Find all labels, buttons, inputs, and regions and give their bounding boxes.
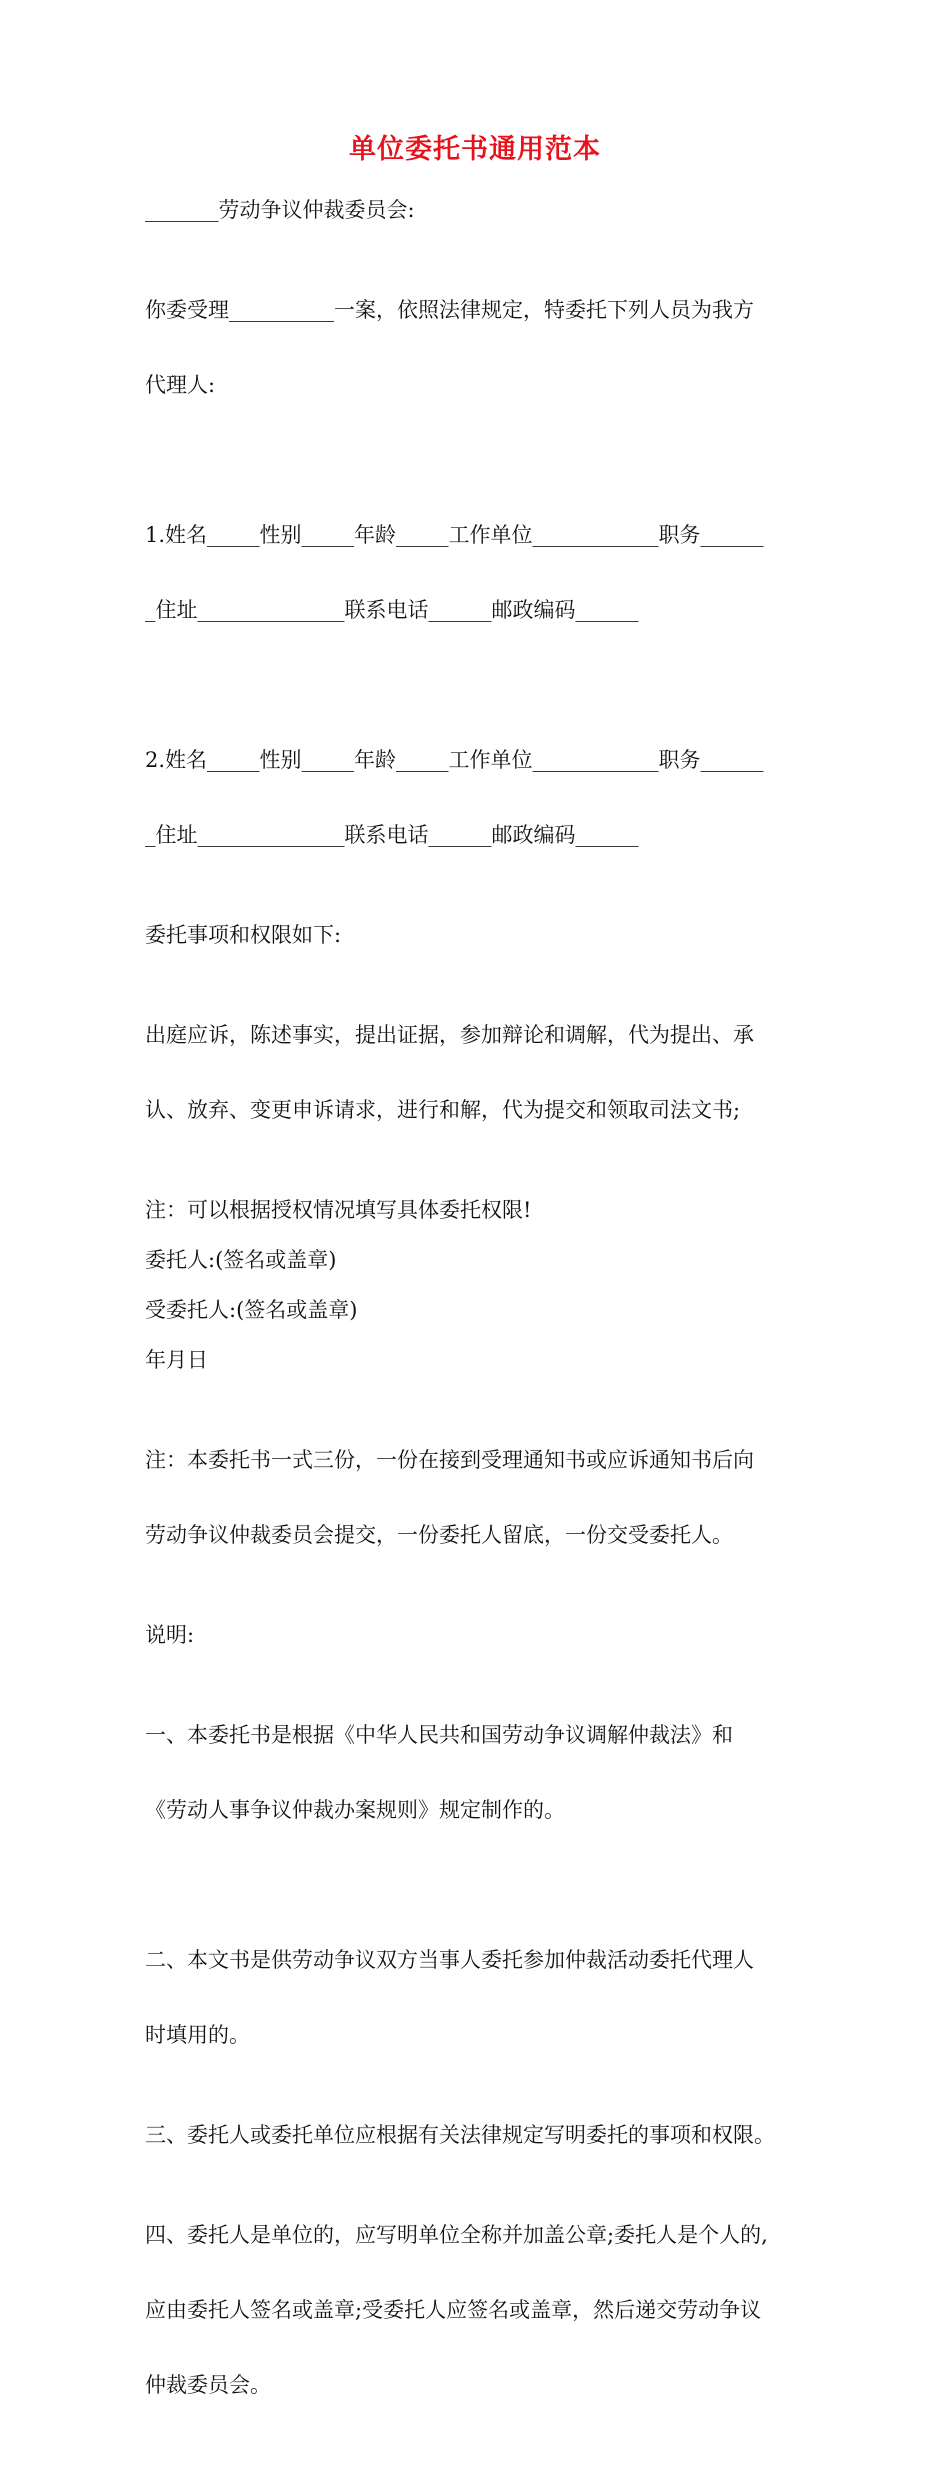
document-title: 单位委托书通用范本 [349, 134, 601, 165]
copies-note-line-1: 注：本委托书一式三份，一份在接到受理通知书或应诉通知书后向 [145, 1448, 754, 1472]
explanation-1-line-1: 一、本委托书是根据《中华人民共和国劳动争议调解仲裁法》和 [145, 1723, 733, 1747]
agent-signature: 受委托人:(签名或盖章) [145, 1298, 358, 1322]
principal-signature: 委托人:(签名或盖章) [145, 1248, 337, 1272]
permissions-note: 注：可以根据授权情况填写具体委托权限! [145, 1198, 532, 1222]
copies-note [145, 1398, 810, 1598]
agent-2-line-2: _住址______________联系电话______邮政编码______ [145, 823, 639, 847]
intro-line-2: 代理人: [145, 373, 216, 397]
matters-line-1: 出庭应诉，陈述事实，提出证据，参加辩论和调解，代为提出、承 [145, 1023, 754, 1047]
agent-1-line-1: 1.姓名_____性别_____年龄_____工作单位____________职务______ [145, 523, 764, 547]
explanation-heading: 说明: [145, 1623, 195, 1647]
explanation-2-line-2: 时填用的。 [145, 2023, 250, 2047]
agent-1-line-2: _住址______________联系电话______邮政编码______ [145, 598, 639, 622]
matters-heading: 委托事项和权限如下: [145, 923, 342, 947]
explanation-4-line-2: 应由委托人签名或盖章;受委托人应签名或盖章，然后递交劳动争议 [145, 2298, 762, 2322]
intro-paragraph [145, 248, 810, 448]
explanation-item-4 [145, 2173, 810, 2448]
explanation-2-line-1: 二、本文书是供劳动争议双方当事人委托参加仲裁活动委托代理人 [145, 1948, 754, 1972]
explanation-item-1 [145, 1673, 810, 1873]
explanation-1-line-2: 《劳动人事争议仲裁办案规则》规定制作的。 [145, 1798, 565, 1822]
explanation-4-line-3: 仲裁委员会。 [145, 2373, 271, 2397]
matters-paragraph [145, 973, 810, 1173]
addressee-line: _______劳动争议仲裁委员会: [145, 198, 415, 222]
explanation-item-2 [145, 1898, 810, 2098]
explanation-item-3: 三、委托人或委托单位应根据有关法律规定写明委托的事项和权限。 [145, 2123, 775, 2147]
agent-2-line-1: 2.姓名_____性别_____年龄_____工作单位____________职务______ [145, 748, 764, 772]
document-body [145, 198, 810, 2473]
explanation-4-line-1: 四、委托人是单位的，应写明单位全称并加盖公章;委托人是个人的, [145, 2223, 768, 2247]
intro-line-1: 你委受理__________一案，依照法律规定，特委托下列人员为我方 [145, 298, 754, 322]
agent-1-fields [145, 473, 810, 673]
agent-2-fields [145, 698, 810, 898]
date-line: 年月日 [145, 1348, 208, 1372]
matters-line-2: 认、放弃、变更申诉请求，进行和解，代为提交和领取司法文书; [145, 1098, 741, 1122]
copies-note-line-2: 劳动争议仲裁委员会提交，一份委托人留底，一份交受委托人。 [145, 1523, 733, 1547]
